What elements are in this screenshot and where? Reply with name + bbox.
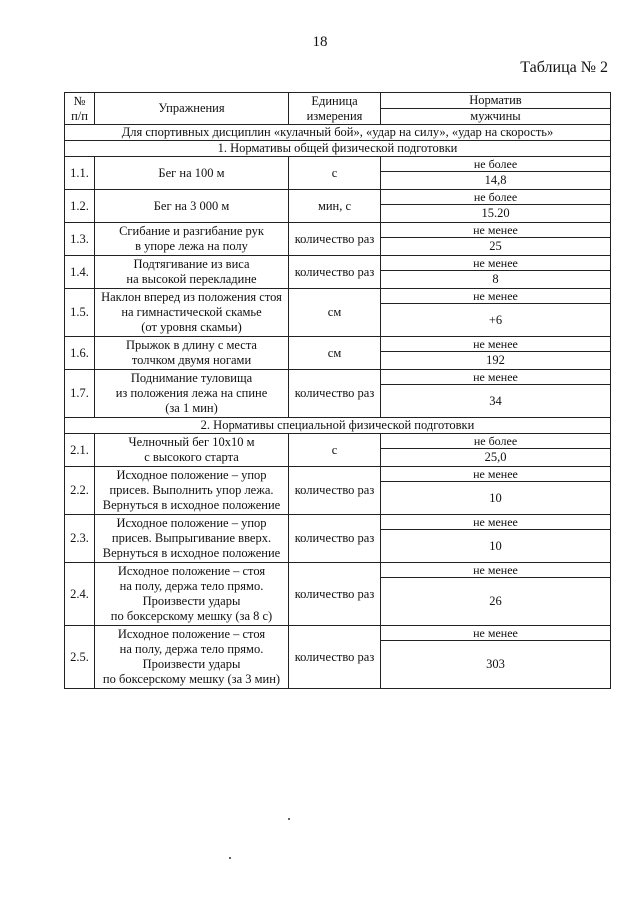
norm-condition: не более [381,190,611,205]
exercise-row [65,157,611,172]
disciplines-label: Для спортивных дисциплин «кулачный бой», «удар на силу», «удар на скорость» [65,125,611,141]
exercise-name: Сгибание и разгибание рук в упоре лежа на полу [95,223,289,256]
exercise-name: Исходное положение – упор присев. Выполнить упор лежа. Вернуться в исходное положение [95,467,289,515]
norm-condition: не менее [381,337,611,352]
exercise-name: Наклон вперед из положения стоя на гимнастической скамье (от уровня скамьи) [95,289,289,337]
row-number: 1.7. [65,370,95,418]
header-norm: Норматив [381,93,611,109]
norm-value: 25 [381,238,611,256]
row-number: 2.3. [65,515,95,563]
norm-condition: не более [381,434,611,449]
exercise-row [65,563,611,578]
unit-of-measure: см [289,337,381,370]
exercise-name: Бег на 3 000 м [95,190,289,223]
unit-of-measure: количество раз [289,515,381,563]
disciplines-row [65,125,611,141]
unit-of-measure: количество раз [289,563,381,626]
row-number: 1.1. [65,157,95,190]
section-title: 2. Нормативы специальной физической подготовки [65,418,611,434]
norm-value: 192 [381,352,611,370]
norm-condition: не менее [381,256,611,271]
unit-of-measure: количество раз [289,370,381,418]
exercise-row [65,434,611,449]
scan-speck [229,857,231,859]
norm-condition: не более [381,157,611,172]
norm-value: 14,8 [381,172,611,190]
norm-condition: не менее [381,467,611,482]
row-number: 2.2. [65,467,95,515]
unit-of-measure: мин, с [289,190,381,223]
table-caption: Таблица № 2 [520,59,608,76]
norm-condition: не менее [381,289,611,304]
norm-condition: не менее [381,370,611,385]
row-number: 2.4. [65,563,95,626]
norm-value: 303 [381,641,611,689]
exercise-row [65,515,611,530]
exercise-row [65,223,611,238]
norm-value: 25,0 [381,449,611,467]
norm-condition: не менее [381,563,611,578]
unit-of-measure: количество раз [289,256,381,289]
norm-value: 34 [381,385,611,418]
norm-value: 15.20 [381,205,611,223]
exercise-name: Исходное положение – стоя на полу, держа тело прямо. Произвести удары по боксерскому мешку (за 3 мин) [95,626,289,689]
row-number: 2.1. [65,434,95,467]
unit-of-measure: см [289,289,381,337]
exercise-row [65,370,611,385]
norm-value: 10 [381,482,611,515]
exercise-name: Бег на 100 м [95,157,289,190]
exercise-row [65,337,611,352]
exercise-name: Исходное положение – упор присев. Выпрыгивание вверх. Вернуться в исходное положение [95,515,289,563]
row-number: 1.4. [65,256,95,289]
row-number: 1.5. [65,289,95,337]
table-header-row [65,93,611,109]
norm-value: 26 [381,578,611,626]
unit-of-measure: количество раз [289,467,381,515]
exercise-row [65,289,611,304]
exercise-name: Поднимание туловища из положения лежа на спине (за 1 мин) [95,370,289,418]
row-number: 1.2. [65,190,95,223]
header-exercises: Упражнения [95,93,289,125]
section-row [65,141,611,157]
header-unit: Единица измерения [289,93,381,125]
unit-of-measure: с [289,434,381,467]
exercise-row [65,467,611,482]
norm-value: 8 [381,271,611,289]
exercise-row [65,190,611,205]
norm-value: 10 [381,530,611,563]
header-gender: мужчины [381,109,611,125]
exercise-name: Исходное положение – стоя на полу, держа тело прямо. Произвести удары по боксерскому мешку (за 8 с) [95,563,289,626]
unit-of-measure: количество раз [289,223,381,256]
section-title: 1. Нормативы общей физической подготовки [65,141,611,157]
exercise-name: Прыжок в длину с места толчком двумя ногами [95,337,289,370]
unit-of-measure: количество раз [289,626,381,689]
scan-speck [288,818,290,820]
exercise-row [65,256,611,271]
norm-condition: не менее [381,515,611,530]
page-number: 18 [312,34,328,50]
exercise-name: Челночный бег 10x10 м с высокого старта [95,434,289,467]
norm-condition: не менее [381,223,611,238]
unit-of-measure: с [289,157,381,190]
row-number: 1.3. [65,223,95,256]
header-num: № п/п [65,93,95,125]
exercise-name: Подтягивание из виса на высокой перекладине [95,256,289,289]
section-row [65,418,611,434]
norm-value: +6 [381,304,611,337]
exercise-row [65,626,611,641]
norms-table [64,92,611,689]
row-number: 2.5. [65,626,95,689]
norm-condition: не менее [381,626,611,641]
row-number: 1.6. [65,337,95,370]
